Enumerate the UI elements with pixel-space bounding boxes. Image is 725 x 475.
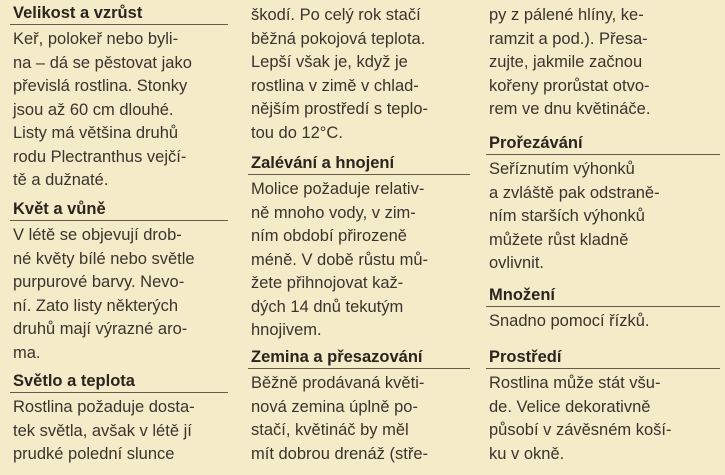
section-heading: Množení — [486, 284, 720, 307]
section-text: Běžně prodávaná květi- nová zemina úplně po- stačí, květináč by měl mít dobrou drenáž (stře- — [251, 374, 428, 463]
section-propagation — [486, 284, 720, 334]
section-text: Rostlina požaduje dosta- tek světla, avšak v létě jí prudké polední slunce — [13, 398, 195, 463]
section-light-temperature — [10, 370, 228, 467]
section-flower-scent — [10, 198, 228, 365]
section-heading: Světlo a teplota — [10, 370, 228, 393]
section-text: škodí. Po celý rok stačí běžná pokojová teplota. Lepší však je, když je rostlina v zimě v chlad- nějším prostředí s teplo- tou do 12°C. — [251, 6, 428, 142]
section-heading: Zalévání a hnojení — [248, 152, 470, 175]
section-environment — [486, 346, 720, 466]
section-text: Molice požaduje relativ- ně mnoho vody, v zim- ním období přirozeně méně. V době růstu mů- žete přihnojovat kaž- dých 14 dnů tekutým hnojivem. — [251, 180, 429, 339]
section-heading: Květ a vůně — [10, 198, 228, 221]
section-text: Snadno pomocí řízků. — [489, 312, 650, 330]
section-text: Seříznutím výhonků a zvláště pak odstraně- ním starších výhonků můžete růst kladně ovlivnit. — [489, 160, 660, 272]
section-soil-repotting — [248, 346, 470, 466]
section-text: Keř, polokeř nebo byli- na – dá se pěstovat jako převislá rostlina. Stonky jsou až 60 cm dlouhé. Listy má většina druhů rodu Plectranthus vejčí- tě a dužnaté. — [13, 30, 192, 189]
section-heading: Prořezávání — [486, 132, 720, 155]
section-pruning — [486, 132, 720, 276]
section-heading: Prostředí — [486, 346, 720, 369]
section-watering-fertilizing — [248, 152, 470, 343]
section-text: Rostlina může stát všu- de. Velice dekorativně působí v závěsném koší- ku v okně. — [489, 374, 672, 463]
section-size-growth — [10, 2, 228, 193]
section-continued-text — [248, 4, 470, 145]
section-text: V létě se objevují drob- né květy bílé nebo světle purpurové barvy. Nevo- ní. Zato listy některých druhů mají výrazné aro- ma. — [13, 226, 195, 362]
section-heading: Zemina a přesazování — [248, 346, 470, 369]
section-text: py z pálené hlíny, ke- ramzit a pod.). Přesa- zujte, jakmile začnou kořeny prorůstat otvo- rem ve dnu květináče. — [489, 6, 651, 118]
section-continued-text — [486, 4, 720, 122]
section-heading: Velikost a vzrůst — [10, 2, 228, 25]
